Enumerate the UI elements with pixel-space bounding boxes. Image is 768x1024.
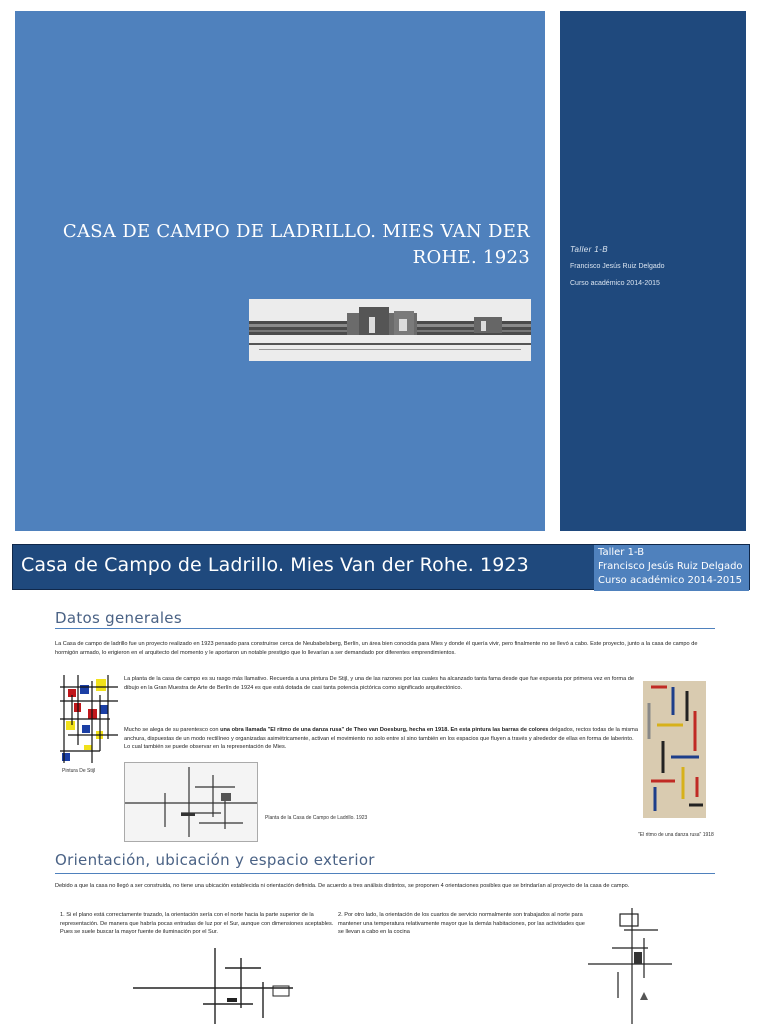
cover-title: CASA DE CAMPO DE LADRILLO. MIES VAN DER ROHE. 1923 xyxy=(62,221,530,268)
paragraph-parentesco xyxy=(124,726,639,752)
band-author: Francisco Jesús Ruiz Delgado xyxy=(598,561,743,572)
cover-house-sketch xyxy=(249,299,531,361)
parentesco-text-start: Mucho se alega de su parentesco con xyxy=(124,727,221,733)
cover-taller: Taller 1-B xyxy=(570,245,608,254)
band-taller: Taller 1-B xyxy=(598,547,645,558)
de-stijl-painting xyxy=(60,675,118,763)
orientation-plan-2 xyxy=(588,908,672,1024)
parentesco-text-bold: una obra llamada "El ritmo de una danza rusa" de Theo van Doesburg, hecha en 1918. En esta pintura las barras de colores xyxy=(220,727,549,733)
caption-ritmo-danza-rusa: "El ritmo de una danza rusa" 1918 xyxy=(638,832,714,838)
band-title: Casa de Campo de Ladrillo. Mies Van der Rohe. 1923 xyxy=(21,554,529,576)
floor-plan-image xyxy=(124,762,258,842)
heading-rule-orientacion xyxy=(55,873,715,874)
header-band xyxy=(12,544,750,590)
parentesco-text-end: delgados, rectos todas de la misma anchura, dispuestas de un modo rectilíneo y organizadas asimétricamente, activan el movimiento no solo entre sí sino también en los espacios que fluyen a través y alrededor de ellas en forma de laberinto. Lo cual también se puede observar en la representación de Mies. xyxy=(124,727,638,751)
paragraph-planta: La planta de la casa de campo es su rasgo más llamativo. Recuerda a una pintura De Stijl, y una de las razones por las cuales ha alcanzado tanta fama desde que fue expuesta por primera vez en forma de dibujo en la Gran Muestra de Arte de Berlín de 1924 es que está dotada de casi tanta potencia pictórica como significado arquitectónico. xyxy=(124,676,634,691)
caption-floor-plan: Planta de la Casa de Campo de Ladrillo. 1923 xyxy=(265,815,368,821)
heading-rule xyxy=(55,628,715,629)
heading-orientacion: Orientación, ubicación y espacio exterior xyxy=(55,851,375,869)
band-info xyxy=(594,545,749,591)
orientation-plan-1 xyxy=(133,948,293,1024)
orientation-item-1: 1. Si el plano está correctamente trazado, la orientación sería con el norte hacia la parte superior de la representación. De manera que habría pocas entradas de luz por el Sur, aunque con dimensiones aceptables. Pues se suele buscar la mayor fuente de iluminación por el Sur. xyxy=(60,912,334,936)
orientation-item-2: 2. Por otro lado, la orientación de los cuartos de servicio normalmente son trabajados al norte para mantener una temperatura relativamente mayor que la demás habitaciones, por las actividades que se llevan a cabo en la cocina xyxy=(338,912,585,936)
band-course: Curso académico 2014-2015 xyxy=(598,575,743,586)
heading-datos-generales: Datos generales xyxy=(55,609,182,627)
caption-de-stijl: Pintura De Stijl xyxy=(62,768,96,774)
ritmo-danza-rusa-painting xyxy=(643,681,706,818)
paragraph-intro: La Casa de campo de ladrillo fue un proyecto realizado en 1923 pensado para construirse cerca de Neubabelsberg, Berlín, un área bien conocida para Mies y donde él quería vivir, pero finalmente no se llevó a cabo. Este proyecto, junto a la casa de campo de hormigón armado, lo erigieron en el arquitecto del momento y le aportaron un notable prestigio que lo llevarían a ser demandado por diferentes emprendimientos. xyxy=(55,641,698,656)
cover-author: Francisco Jesús Ruiz Delgado xyxy=(570,263,665,270)
paragraph-orientacion-intro: Debido a que la casa no llegó a ser construida, no tiene una ubicación establecida ni orientación definida. De acuerdo a tres análisis distintos, se proponen 4 orientaciones posibles que se brindarían al proyecto de la casa de campo. xyxy=(55,883,630,889)
cover-panel xyxy=(15,11,545,531)
cover-sidebar xyxy=(560,11,746,531)
cover-course: Curso académico 2014-2015 xyxy=(570,280,660,287)
